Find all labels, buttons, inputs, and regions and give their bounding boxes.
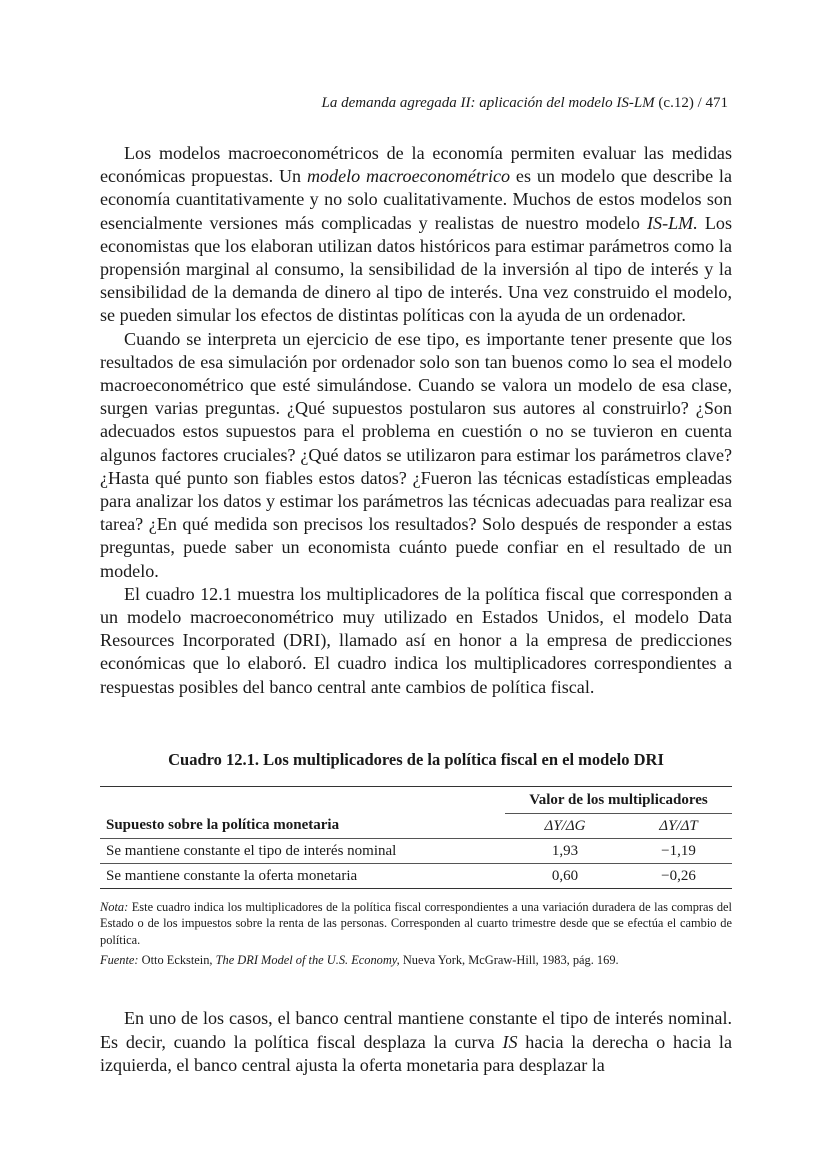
paragraph-4 xyxy=(100,1007,732,1078)
table-caption: Cuadro 12.1. Los multiplicadores de la política fiscal en el modelo DRI xyxy=(168,750,664,769)
table-row xyxy=(100,839,732,864)
source-rest: Nueva York, McGraw-Hill, 1983, pág. 169. xyxy=(399,952,619,967)
running-head-title: La demanda agregada II: aplicación del modelo IS-LM xyxy=(321,95,655,111)
paragraph-2: Cuando se interpreta un ejercicio de ese tipo, es importante tener presente que los resultados de esa simulación por ordenador solo son tan buenos como lo sea el modelo macroeconométrico que esté simulándose. Cuando se valora un modelo de esa clase, surgen varias preguntas. ¿Qué supuestos postularon sus autores al construirlo? ¿Son adecuados estos supuestos para el problema en cuestión o no se tuvieron en cuenta algunos factores cruciales? ¿Qué datos se utilizaron para estimar los parámetros clave? ¿Hasta qué punto son fiables estos datos? ¿Fueron las técnicas estadísticas empleadas para analizar los datos y estimar los parámetros las técnicas adecuadas para realizar esa tarea? ¿En qué medida son precisos los resultados? Solo después de responder a estas preguntas, puede saber un economista cuánto puede confiar en el resultado de un modelo. xyxy=(100,328,732,581)
body-text-bottom xyxy=(100,1007,732,1078)
paragraph-4-curve: IS xyxy=(502,1031,518,1052)
multipliers-table xyxy=(100,786,732,889)
paragraph-1-text-e: Los economistas que los elaboran utilizan datos históricos para estimar parámetros como la propensión marginal al consumo, la sensibilidad de la inversión al tipo de interés y la sensibilidad de la demanda de dinero al tipo de interés. Una vez construido el modelo, se pueden simular los efectos de distintas políticas con la ayuda de un ordenador. xyxy=(100,212,732,326)
paragraph-1 xyxy=(100,142,732,328)
paragraph-1-text-c: es un modelo que describe la economía cuantitativamente y no solo cualitativamente. Muchos de estos modelos son esencialmente versiones más complicadas y realistas de nuestro modelo xyxy=(100,166,732,233)
running-head-separator: / xyxy=(697,95,702,111)
paragraph-1-term: modelo macroeconométrico xyxy=(306,166,511,187)
row-label: Se mantiene constante la oferta monetaria xyxy=(100,864,505,889)
table-row xyxy=(100,864,732,889)
group-header: Valor de los multiplicadores xyxy=(505,787,732,814)
source-title: The DRI Model of the U.S. Economy, xyxy=(215,952,400,967)
running-head-chapter: (c.12) xyxy=(658,95,694,111)
cell-dy-dg: 0,60 xyxy=(505,864,625,889)
column-header-dy-dg: ΔY/ΔG xyxy=(544,817,586,834)
column-header-dy-dt: ΔY/ΔT xyxy=(659,817,698,834)
source-lead: Fuente: xyxy=(100,952,139,967)
row-label: Se mantiene constante el tipo de interés nominal xyxy=(100,839,505,864)
paragraph-4-text-a: En uno de los casos, el banco central mantiene constante el tipo de interés nominal. Es decir, cuando la política fiscal desplaza la curva xyxy=(100,1008,732,1052)
table-block xyxy=(100,750,732,972)
note-lead: Nota: xyxy=(100,900,129,914)
cell-dy-dg: 1,93 xyxy=(505,839,625,864)
note-text: Este cuadro indica los multiplicadores de la política fiscal correspondientes a una variación duradera de las compras del Estado o de los impuestos sobre la renta de las personas. Corresponden al cuarto trimestre desde que se efectúa el cambio de política. xyxy=(100,900,732,947)
table-note xyxy=(100,899,732,948)
source-author: Otto Eckstein, xyxy=(138,952,216,967)
body-text-top xyxy=(100,142,732,699)
paragraph-4-text-c: hacia la derecha o hacia la izquierda, el banco central ajusta la oferta monetaria para desplazar la xyxy=(100,1031,732,1075)
paragraph-1-text-a: Los modelos macroeconométricos de la economía permiten evaluar las medidas económicas propuestas. Un xyxy=(100,143,732,187)
table-source xyxy=(100,952,732,968)
cell-dy-dt: −0,26 xyxy=(625,864,732,889)
running-head xyxy=(322,95,728,112)
row-header: Supuesto sobre la política monetaria xyxy=(106,817,340,834)
paragraph-3: El cuadro 12.1 muestra los multiplicadores de la política fiscal que corresponden a un modelo macroeconométrico muy utilizado en Estados Unidos, el modelo Data Resources Incorporated (DRI), llamado así en honor a la empresa de predicciones económicas que lo elaboró. El cuadro indica los multiplicadores correspondientes a respuestas posibles del banco central ante cambios de política fiscal. xyxy=(100,583,732,697)
page-number: 471 xyxy=(705,95,728,111)
cell-dy-dt: −1,19 xyxy=(625,839,732,864)
paragraph-1-model-name: IS-LM. xyxy=(647,212,698,233)
table-notes xyxy=(100,899,732,968)
